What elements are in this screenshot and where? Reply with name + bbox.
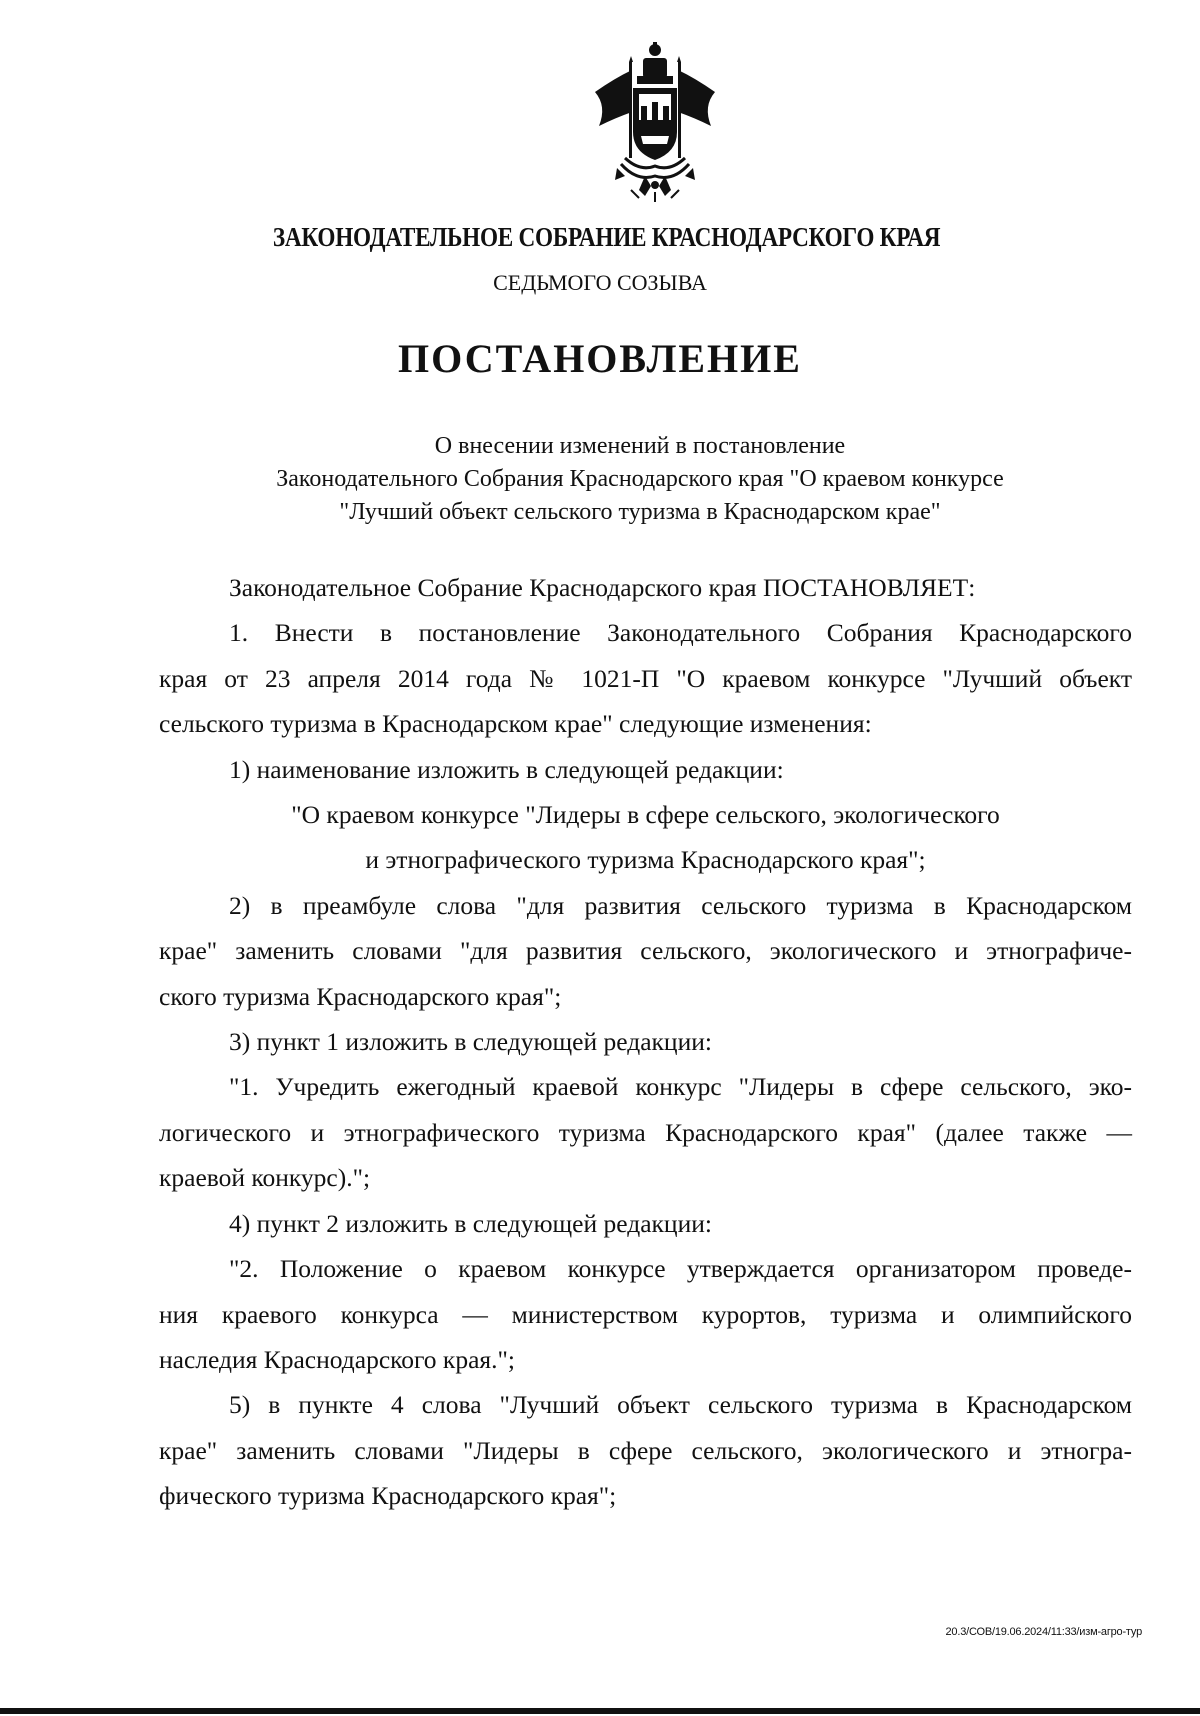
body-line: 4) пункт 2 изложить в следующей редакции: <box>229 1208 712 1238</box>
title-line: "Лучший объект сельского туризма в Краснодарском крае" <box>339 499 941 525</box>
body-line: ского туризма Краснодарского края"; <box>159 981 562 1011</box>
title-line: О внесении изменений в постановление <box>434 433 846 459</box>
document-code: 20.3/СОВ/19.06.2024/11:33/изм-агро-тур <box>945 1626 1142 1638</box>
body-line-quote: "О краевом конкурсе "Лидеры в сфере сельского, экологического <box>291 800 1000 830</box>
body-line: краевой конкурс)."; <box>159 1163 371 1193</box>
body-line: логического и этнографического туризма Краснодарского края" (далее также — <box>159 1117 1132 1147</box>
body-line: сельского туризма в Краснодарском крае" следующие изменения: <box>159 709 872 739</box>
document-type-heading: ПОСТАНОВЛЕНИЕ <box>398 336 802 381</box>
resolution-title <box>140 430 1140 529</box>
body-line: "2. Положение о краевом конкурсе утверждается организатором проведе- <box>229 1254 1132 1284</box>
body-line: края от 23 апреля 2014 года № 1021-П "О краевом конкурсе "Лучший объект <box>159 663 1132 693</box>
body-line: 5) в пункте 4 слова "Лучший объект сельского туризма в Краснодарском <box>229 1390 1132 1420</box>
body-line: наследия Краснодарского края."; <box>159 1344 515 1374</box>
body-line-quote: и этнографического туризма Краснодарского края"; <box>365 845 926 875</box>
body-line: 3) пункт 1 изложить в следующей редакции: <box>229 1027 712 1057</box>
page-bottom-edge <box>0 1708 1200 1714</box>
body-line: крае" заменить словами "для развития сельского, экологического и этнографиче- <box>159 936 1132 966</box>
body-line: 2) в преамбуле слова "для развития сельского туризма в Краснодарском <box>229 890 1132 920</box>
body-line: 1. Внести в постановление Законодательного Собрания Краснодарского <box>229 618 1132 648</box>
body-line: "1. Учредить ежегодный краевой конкурс "Лидеры в сфере сельского, эко- <box>229 1072 1132 1102</box>
body-line: ния краевого конкурса — министерством курортов, туризма и олимпийского <box>159 1299 1132 1329</box>
organization-name: ЗАКОНОДАТЕЛЬНОЕ СОБРАНИЕ КРАСНОДАРСКОГО КРАЯ <box>272 222 941 252</box>
body-line: 1) наименование изложить в следующей редакции: <box>229 754 784 784</box>
title-line: Законодательного Собрания Краснодарского края "О краевом конкурсе <box>276 466 1004 492</box>
resolution-body <box>159 565 1132 1519</box>
body-line: крае" заменить словами "Лидеры в сфере сельского, экологического и этногра- <box>159 1435 1132 1465</box>
preamble: Законодательное Собрание Краснодарского края ПОСТАНОВЛЯЕТ: <box>229 573 976 602</box>
convocation-label: СЕДЬМОГО СОЗЫВА <box>493 270 707 295</box>
coat-of-arms-icon <box>585 40 725 205</box>
body-line: фического туризма Краснодарского края"; <box>159 1481 617 1511</box>
